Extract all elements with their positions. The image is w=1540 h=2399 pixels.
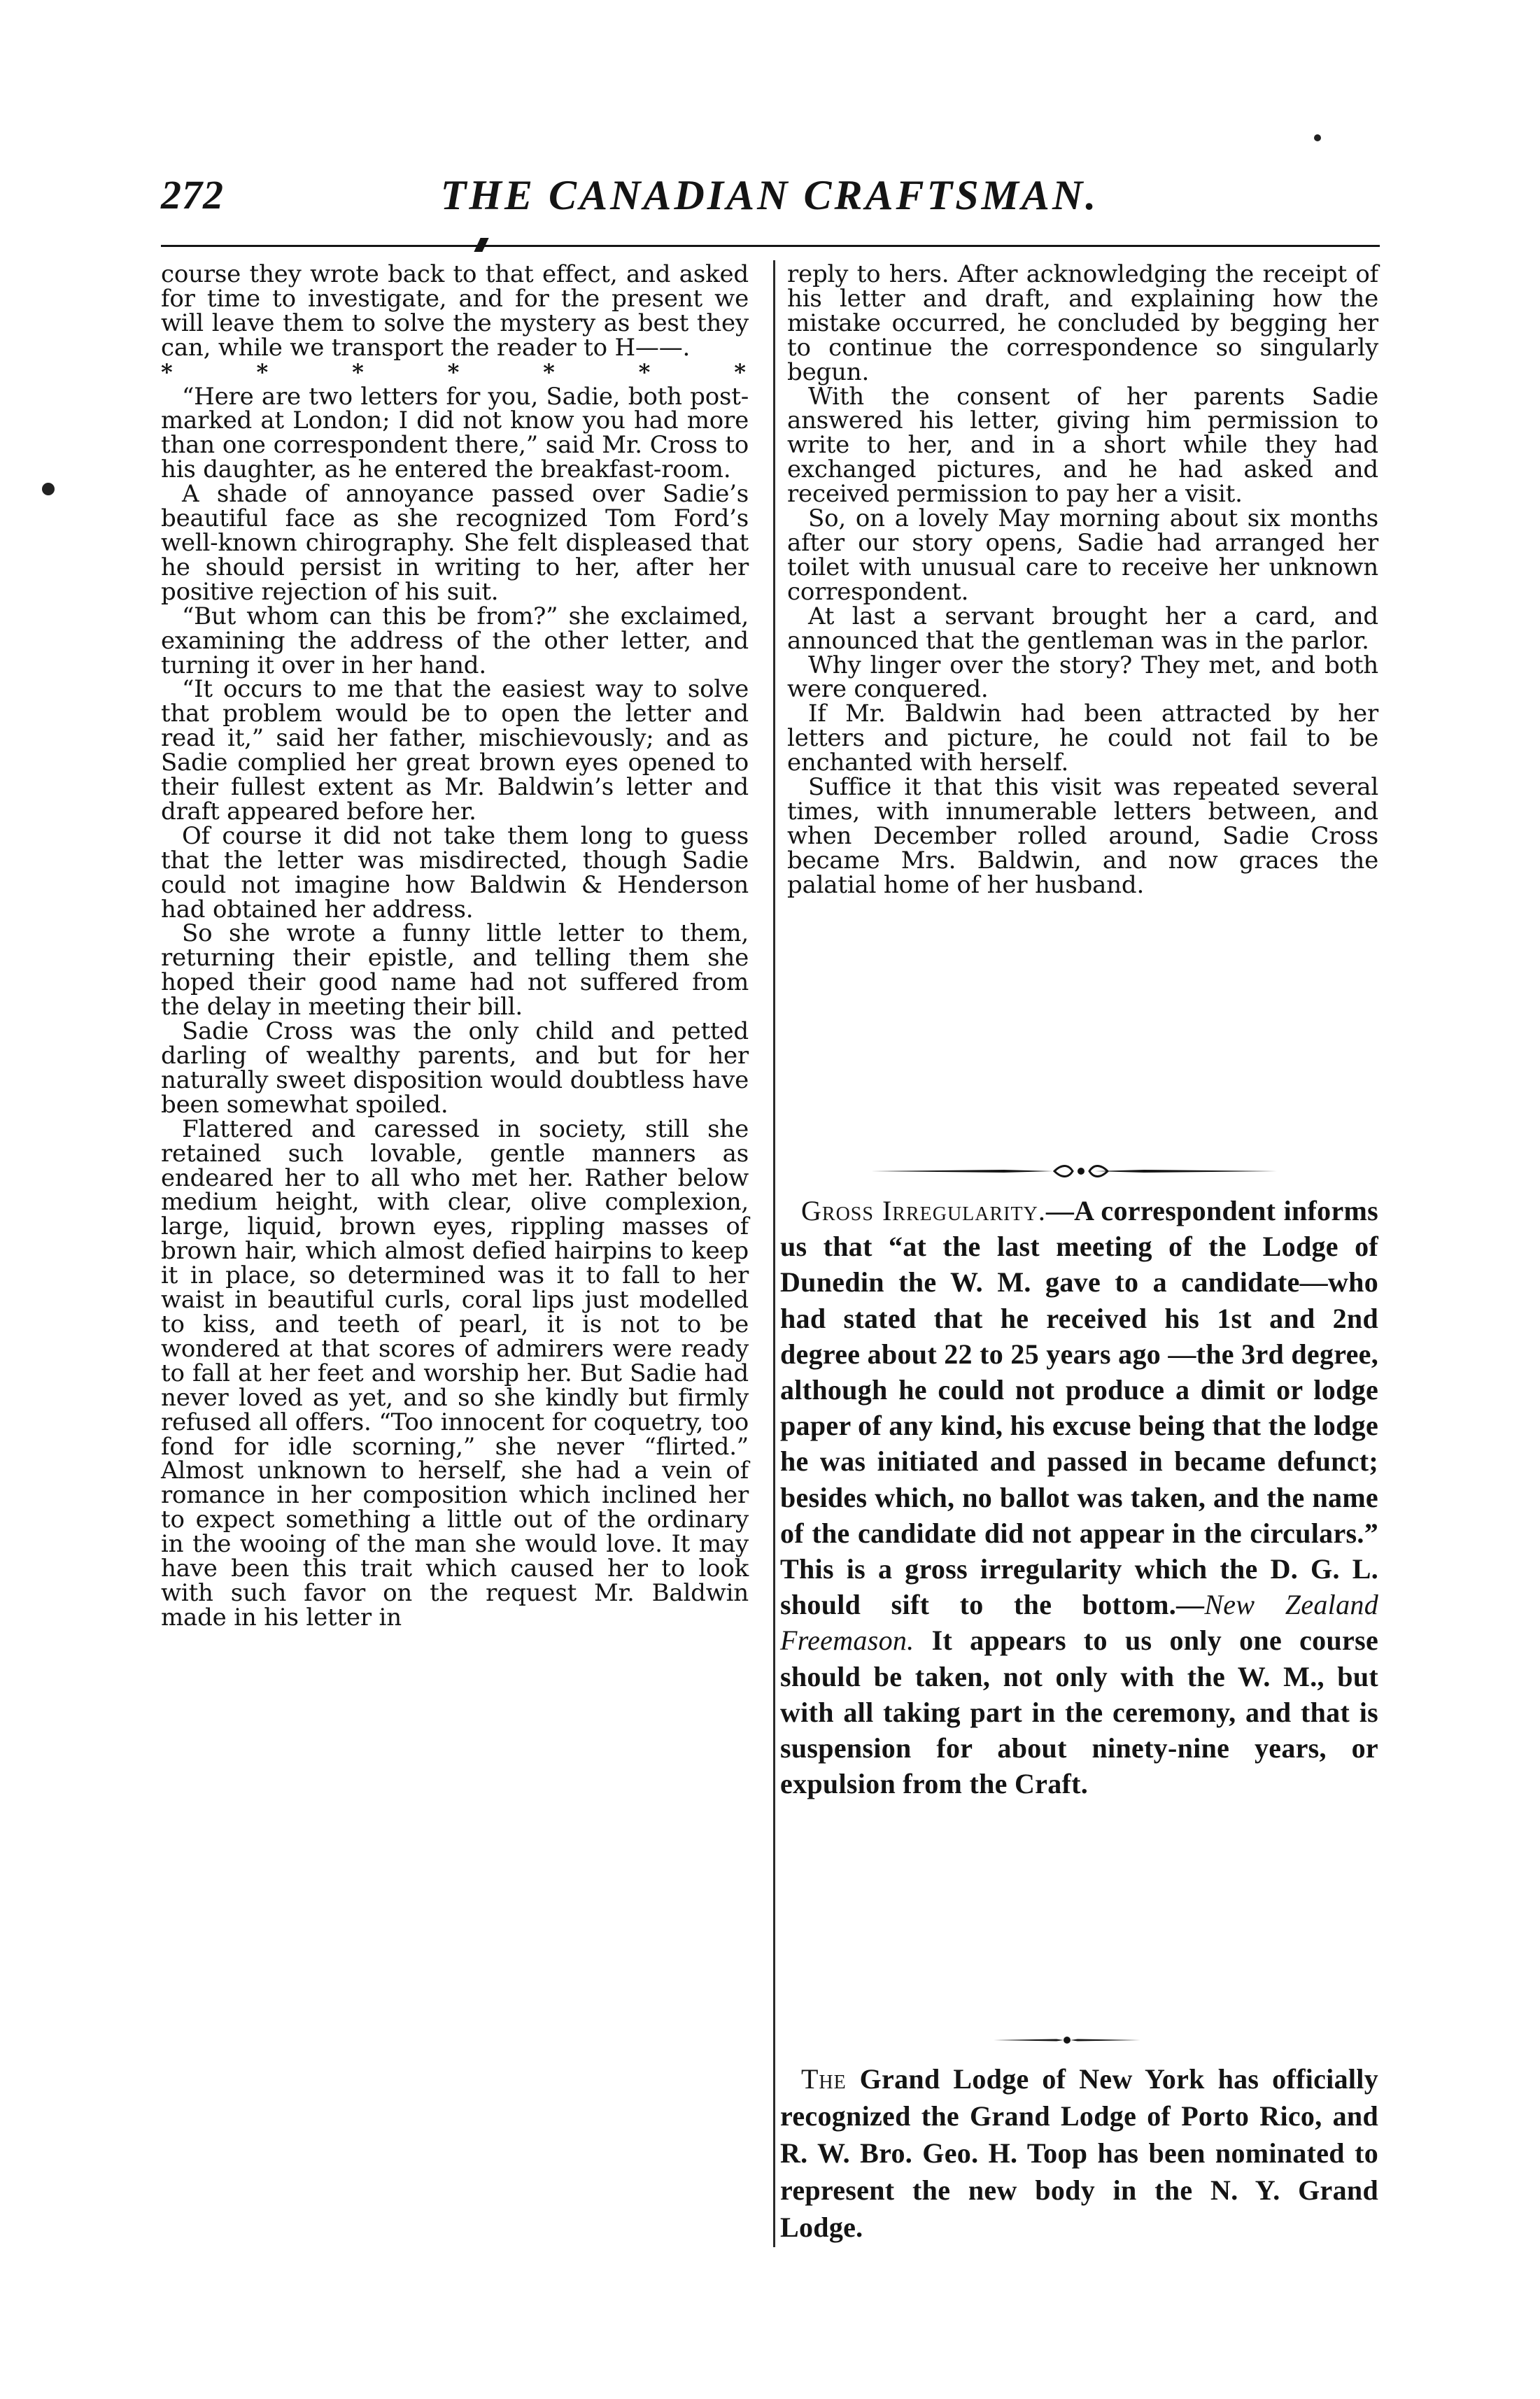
- story-paragraph: At last a servant brought her a card, and announced that the gentleman was in the parlor.: [787, 602, 1378, 655]
- star: *: [447, 358, 460, 385]
- news-body: —A correspondent informs us that “at the last meeting of the Lodge of Dunedin the W. M. gave to a candidate—who had stated that he received his 1st and 2nd degree about 22 to 25 years ago —the 3rd degree, although he could not produce a dimit or lodge paper of any kind, his excuse being that the lodge he was initiated and passed in became defunct; besides which, no ballot was taken, and the name of the candidate did not appear in the circulars.” This is a gross irregularity which the D. G. L. should sift to the bottom.—: [780, 1195, 1379, 1621]
- story-paragraph: Suffice it that this visit was repeated several times, with innumerable letters between, and when December rolled around, Sadie Cross became Mrs. Baldwin, and now graces the palatial home of her husband.: [787, 773, 1378, 899]
- news-item-irregularity: [780, 1193, 1378, 1802]
- column-divider: [773, 260, 775, 2247]
- story-paragraph: If Mr. Baldwin had been attracted by her letters and picture, he could not fail to be enchanted with herself.: [787, 700, 1378, 777]
- running-title: THE CANADIAN CRAFTSMAN.: [440, 172, 1099, 218]
- page-number: 272: [161, 172, 224, 218]
- news-comment: It appears to us only one course should be taken, not only with the W. M., but with all taking part in the ceremony, and that is suspension for about ninety-nine years, or expulsion from the Craft.: [780, 1625, 1378, 1800]
- story-paragraph: Of course it did not take them long to guess that the letter was misdirected, though Sadie could not imagine how Baldwin & Henderson had obtained her address.: [161, 821, 749, 923]
- news-heading: Gross Irregularity.: [801, 1195, 1046, 1226]
- news-body: Grand Lodge of New York has officially recognized the Grand Lodge of Porto Rico, and R. W. Bro. Geo. H. Toop has been nominated to represent the new body in the N. Y. Grand Lodge.: [780, 2063, 1378, 2243]
- story-paragraph: reply to hers. After acknowledging the receipt of his letter and draft, and explaining how the mistake occurred, he concluded by begging her to continue the correspondence so singularly begun.: [787, 260, 1378, 386]
- news-source: New Zealand Freemason.: [780, 1589, 1378, 1657]
- story-paragraph: Flattered and caressed in society, still she retained such lovable, gentle manners as endeared her to all who met her. Rather below medium height, with clear, olive complexion, large, liquid, brown eyes, rippling masses of brown hair, which almost defied hairpins to keep it in place, so determined was it to fall to her waist in beautiful curls, coral lips just modelled to kiss, and teeth of pearl, it is not to be wondered at that scores of admirers were ready to fall at her feet and worship her. But Sadie had never loved as yet, and so she kindly but firmly refused all offers. “Too innocent for coquetry, too fond for idle scorning,” she never “flirted.” Almost unknown to herself, she had a vein of romance in her composition which inclined her to expect something a little out of the ordinary in the wooing of the man she would love. It may have been this trait which caused her to look with such favor on the request Mr. Baldwin made in his letter in: [161, 1114, 749, 1632]
- ink-speck: [42, 483, 55, 495]
- page-header: [161, 171, 1378, 227]
- news-lead-word: The: [801, 2063, 847, 2095]
- story-paragraph: So she wrote a funny little letter to them, returning their epistle, and telling them she hoped their good name had not suffered from the delay in meeting their bill.: [161, 919, 749, 1021]
- star: *: [256, 358, 269, 385]
- story-right-column: [787, 262, 1378, 898]
- ink-speck: [1314, 134, 1321, 141]
- section-break-stars: [161, 360, 749, 385]
- star: *: [352, 358, 364, 385]
- story-paragraph: Why linger over the story? They met, and both were conquered.: [787, 651, 1378, 704]
- story-left-column: [161, 262, 749, 1630]
- story-paragraph: “It occurs to me that the easiest way to solve that problem would be to open the letter and read it,” said her father, mischievously; and as Sadie complied her great brown eyes opened to their fullest extent as Mr. Baldwin’s letter and draft appeared before her.: [161, 675, 749, 826]
- star: *: [638, 358, 651, 385]
- story-paragraph: With the consent of her parents Sadie answered his letter, giving him permission to write to her, and in a short while they had exchanged pictures, and he had asked and received permission to pay her a visit.: [787, 382, 1378, 509]
- star: *: [734, 358, 746, 385]
- story-paragraph: Sadie Cross was the only child and petted darling of wealthy parents, and but for her naturally sweet disposition would doubtless have been somewhat spoiled.: [161, 1017, 749, 1119]
- news-paragraph: [780, 2060, 1378, 2246]
- story-paragraph: course they wrote back to that effect, and asked for time to investigate, and for the present we will leave them to solve the mystery as best they can, while we transport the reader to H——.: [161, 260, 749, 362]
- star: *: [161, 358, 173, 385]
- small-divider: [994, 2032, 1140, 2048]
- star: *: [543, 358, 555, 385]
- story-paragraph: “Here are two letters for you, Sadie, both post-marked at London; I did not know you had more than one correspondent there,” said Mr. Cross to his daughter, as he entered the breakfast-room.: [161, 382, 749, 484]
- story-paragraph: “But whom can this be from?” she exclaimed, examining the address of the other letter, and turning it over in her hand.: [161, 602, 749, 679]
- news-item-grand-lodge: [780, 2060, 1378, 2246]
- ornamental-divider: [871, 1163, 1277, 1180]
- header-rule: [161, 245, 1380, 247]
- story-paragraph: A shade of annoyance passed over Sadie’s beautiful face as she recognized Tom Ford’s well-known chirography. She felt displeased that he should persist in writing to her, after her positive rejection of his suit.: [161, 480, 749, 606]
- news-paragraph: [780, 1193, 1378, 1802]
- story-paragraph: So, on a lovely May morning about six months after our story opens, Sadie had arranged her toilet with unusual care to receive her unknown correspondent.: [787, 504, 1378, 606]
